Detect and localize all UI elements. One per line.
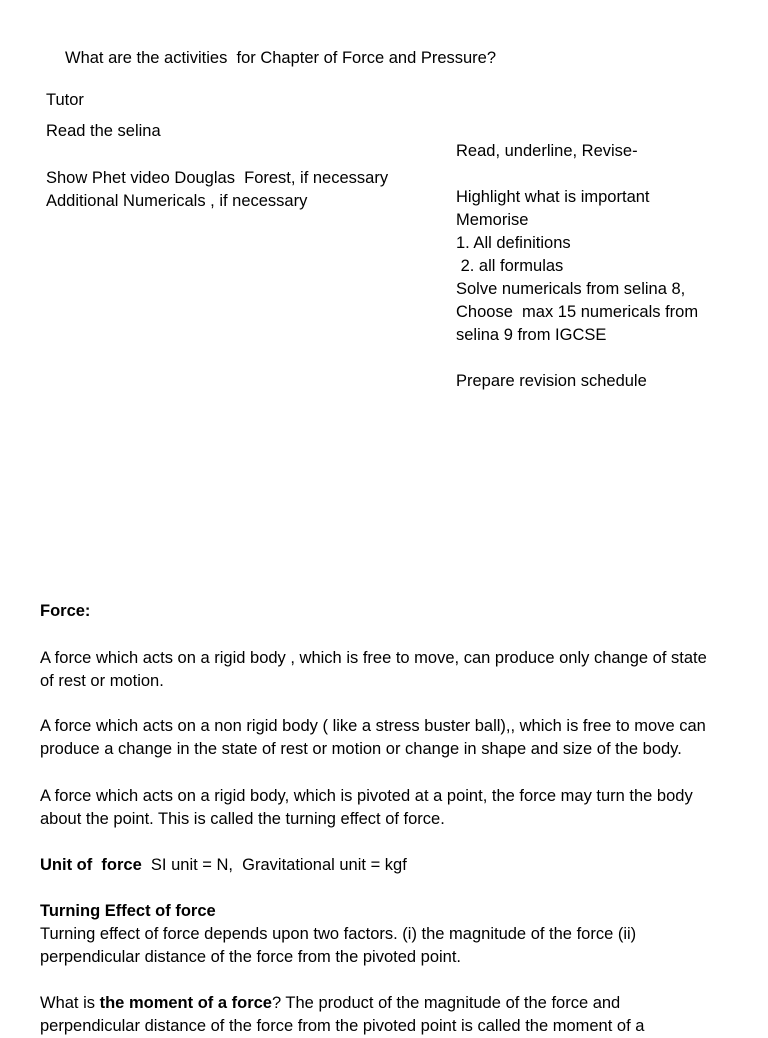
student-line-read: Read, underline, Revise- [456, 142, 638, 160]
moment-text: ? The product of the magnitude of the force and perpendicular distance of the force from the pivoted point is called the moment of a [40, 994, 645, 1035]
student-line-revision: Prepare revision schedule [456, 372, 647, 390]
force-heading: Force: [40, 602, 91, 620]
turning-effect-heading: Turning Effect of force [40, 902, 216, 920]
force-unit [40, 854, 407, 877]
student-line-memorise: Memorise [456, 211, 529, 229]
force-unit-text: SI unit = N, Gravitational unit = kgf [141, 856, 407, 874]
tutor-heading: Tutor [46, 91, 84, 109]
student-line-solve: Solve numericals from selina 8, [456, 280, 686, 298]
student-line-choose: Choose max 15 numericals from [456, 303, 699, 321]
student-line-formulas: 2. all formulas [456, 257, 564, 275]
force-unit-label: Unit of force [40, 856, 142, 874]
moment-prefix: What is [40, 994, 100, 1012]
page-question: What are the activities for Chapter of Force and Pressure? [65, 49, 497, 67]
tutor-item-numericals: Additional Numericals , if necessary [46, 192, 308, 210]
force-paragraph-rigid: A force which acts on a rigid body , which is free to move, can produce only change of state of rest or motion. [40, 649, 707, 690]
force-paragraph-nonrigid: A force which acts on a non rigid body ( like a stress buster ball),, which is free to move can produce a change in the state of rest or motion or change in shape and size of the body. [40, 717, 706, 758]
student-line-highlight: Highlight what is important [456, 188, 650, 206]
student-line-definitions: 1. All definitions [456, 234, 571, 252]
turning-effect-paragraph: Turning effect of force depends upon two factors. (i) the magnitude of the force (ii) perpendicular distance of the force from the pivoted point. [40, 925, 637, 966]
moment-term: the moment of a force [99, 994, 272, 1012]
moment-paragraph [40, 992, 712, 1038]
tutor-item-read: Read the selina [46, 122, 161, 140]
force-paragraph-pivoted: A force which acts on a rigid body, which is pivoted at a point, the force may turn the body about the point. This is called the turning effect of force. [40, 787, 693, 828]
student-line-igcse: selina 9 from IGCSE [456, 326, 607, 344]
tutor-item-video: Show Phet video Douglas Forest, if necessary [46, 169, 389, 187]
